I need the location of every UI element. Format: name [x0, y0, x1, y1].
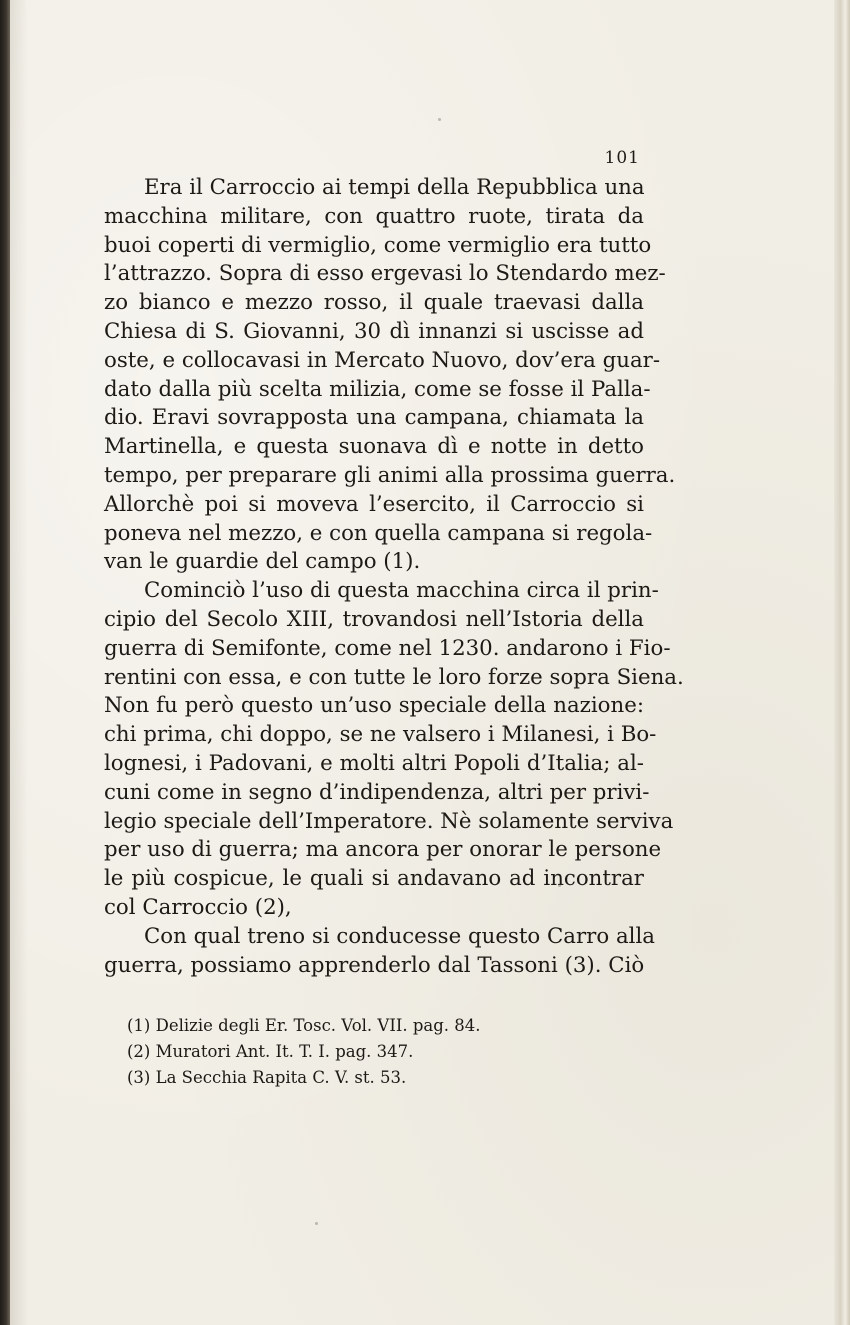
text-line: guerra, possiamo apprenderlo dal Tassoni (3). Ciò: [104, 952, 645, 978]
footnotes: [127, 1013, 547, 1091]
text-line: dio. Eravi sovrapposta una campana, chiamata la: [104, 405, 644, 431]
footnote-1: (1) Delizie degli Er. Tosc. Vol. VII. pag. 84.: [127, 1016, 481, 1035]
text-line: Allorchè poi si moveva l’esercito, il Carroccio si: [104, 491, 644, 517]
paper-speck: [438, 118, 441, 121]
text-line: Cominciò l’uso di questa macchina circa il prin-: [144, 578, 659, 604]
book-binding-edge: [0, 0, 10, 1325]
text-line: col Carroccio (2),: [104, 894, 292, 920]
text-line: le più cospicue, le quali si andavano ad incontrar: [104, 866, 644, 892]
text-line: zo bianco e mezzo rosso, il quale traevasi dalla: [104, 290, 644, 316]
text-line: rentini con essa, e con tutte le loro forze sopra Siena.: [104, 664, 684, 690]
text-line: per uso di guerra; ma ancora per onorar le persone: [104, 837, 662, 863]
text-line: Era il Carroccio ai tempi della Repubblica una: [144, 175, 645, 200]
text-line: oste, e collocavasi in Mercato Nuovo, dov’era guar-: [104, 347, 661, 373]
paper-speck: [558, 884, 561, 887]
page-number: 101: [604, 148, 640, 168]
main-text: [104, 174, 684, 980]
text-line: l’attrazzo. Sopra di esso ergevasi lo Stendardo mez-: [104, 261, 666, 287]
text-line: lognesi, i Padovani, e molti altri Popoli d’Italia; al-: [104, 750, 644, 776]
text-line: Non fu però questo un’uso speciale della nazione:: [104, 693, 644, 719]
text-line: cuni come in segno d’indipendenza, altri per privi-: [104, 779, 650, 805]
text-line: poneva nel mezzo, e con quella campana si regola-: [104, 520, 653, 546]
text-line: buoi coperti di vermiglio, come vermiglio era tutto: [104, 232, 652, 258]
footnote-2: (2) Muratori Ant. It. T. I. pag. 347.: [127, 1042, 414, 1061]
page-edge-right: [834, 0, 850, 1325]
book-page: [10, 0, 837, 1325]
text-line: Martinella, e questa suonava dì e notte in detto: [104, 434, 644, 460]
text-line: chi prima, chi doppo, se ne valsero i Milanesi, i Bo-: [104, 722, 657, 748]
footnote-3: (3) La Secchia Rapita C. V. st. 53.: [127, 1068, 407, 1087]
text-line: cipio del Secolo XIII, trovandosi nell’Istoria della: [104, 606, 644, 632]
text-line: dato dalla più scelta milizia, come se fosse il Palla-: [104, 376, 651, 402]
text-line: tempo, per preparare gli animi alla prossima guerra.: [104, 462, 676, 488]
text-line: van le guardie del campo (1).: [104, 549, 421, 575]
text-line: Con qual treno si conducesse questo Carro alla: [144, 923, 655, 949]
text-line: guerra di Semifonte, come nel 1230. andarono i Fio-: [104, 635, 671, 661]
paper-speck: [315, 1222, 318, 1225]
text-line: macchina militare, con quattro ruote, tirata da: [104, 203, 644, 229]
text-line: Chiesa di S. Giovanni, 30 dì innanzi si uscisse ad: [104, 318, 644, 344]
text-line: legio speciale dell’Imperatore. Nè solamente serviva: [104, 808, 674, 834]
